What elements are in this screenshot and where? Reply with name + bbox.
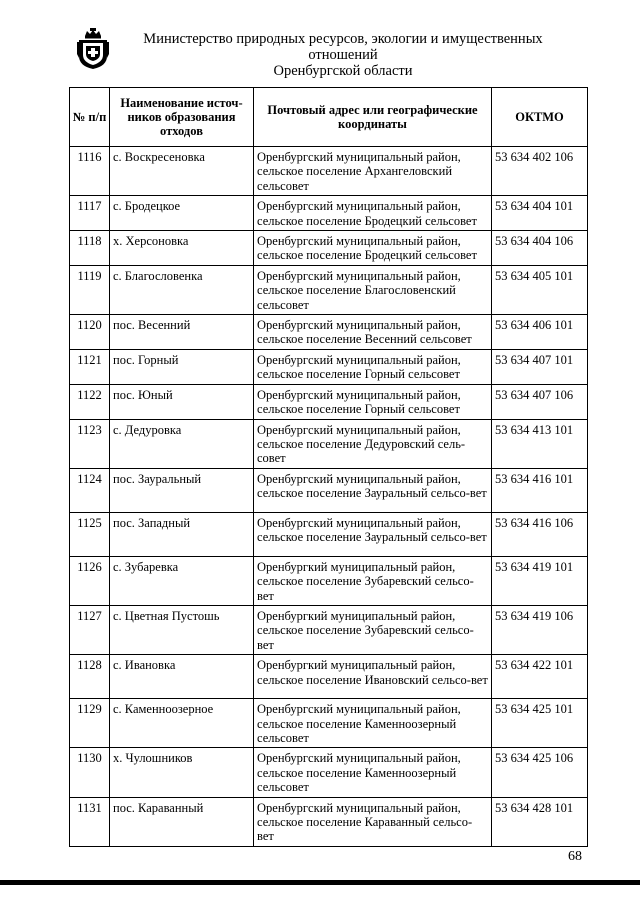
- postal-address: Оренбургкий муниципальный район, сельское поселение Зубаревский сельсо-вет: [254, 556, 492, 605]
- row-number: 1123: [70, 419, 110, 468]
- row-number: 1119: [70, 265, 110, 314]
- row-number: 1127: [70, 605, 110, 654]
- row-number: 1121: [70, 349, 110, 384]
- source-name: с. Дедуровка: [110, 419, 254, 468]
- postal-address: Оренбургский муниципальный район, сельское поселение Бродецкий сельсовет: [254, 231, 492, 266]
- table-row: [70, 655, 588, 699]
- table-row: [70, 797, 588, 846]
- row-number: 1128: [70, 655, 110, 699]
- table-row: [70, 556, 588, 605]
- oktmo-code: 53 634 406 101: [492, 315, 588, 350]
- table-row: [70, 512, 588, 556]
- column-header-address: Почтовый адрес или географические координаты: [254, 88, 492, 147]
- postal-address: Оренбургский муниципальный район, сельское поселение Благословенский сельсовет: [254, 265, 492, 314]
- source-name: пос. Горный: [110, 349, 254, 384]
- table-row: [70, 147, 588, 196]
- table-row: [70, 265, 588, 314]
- oktmo-code: 53 634 404 101: [492, 196, 588, 231]
- source-name: с. Каменноозерное: [110, 699, 254, 748]
- postal-address: Оренбургский муниципальный район, сельское поселение Зауральный сельсо-вет: [254, 512, 492, 556]
- oktmo-code: 53 634 428 101: [492, 797, 588, 846]
- table-row: [70, 419, 588, 468]
- source-name: х. Чулошников: [110, 748, 254, 797]
- oktmo-code: 53 634 419 106: [492, 605, 588, 654]
- oktmo-code: 53 634 419 101: [492, 556, 588, 605]
- source-name: с. Ивановка: [110, 655, 254, 699]
- bottom-rule: [0, 880, 640, 885]
- postal-address: Оренбургкий муниципальный район, сельское поселение Ивановский сельсо-вет: [254, 655, 492, 699]
- postal-address: Оренбургский муниципальный район, сельское поселение Караванный сельсо-вет: [254, 797, 492, 846]
- table-row: [70, 196, 588, 231]
- source-name: х. Херсоновка: [110, 231, 254, 266]
- column-header-number: № п/п: [70, 88, 110, 147]
- table-row: [70, 605, 588, 654]
- table-row: [70, 699, 588, 748]
- oktmo-code: 53 634 402 106: [492, 147, 588, 196]
- postal-address: Оренбургский муниципальный район, сельское поселение Горный сельсовет: [254, 349, 492, 384]
- postal-address: Оренбургский муниципальный район, сельское поселение Архангеловский сельсовет: [254, 147, 492, 196]
- oktmo-code: 53 634 416 101: [492, 468, 588, 512]
- source-name: с. Бродецкое: [110, 196, 254, 231]
- coat-of-arms-icon: [77, 28, 109, 70]
- oktmo-code: 53 634 422 101: [492, 655, 588, 699]
- column-header-oktmo: ОКТМО: [492, 88, 588, 147]
- row-number: 1120: [70, 315, 110, 350]
- table-row: [70, 315, 588, 350]
- table-row: [70, 231, 588, 266]
- postal-address: Оренбургский муниципальный район, сельское поселение Горный сельсовет: [254, 384, 492, 419]
- row-number: 1125: [70, 512, 110, 556]
- postal-address: Оренбургский муниципальный район, сельское поселение Каменноозерный сельсовет: [254, 699, 492, 748]
- source-name: пос. Зауральный: [110, 468, 254, 512]
- oktmo-code: 53 634 405 101: [492, 265, 588, 314]
- row-number: 1118: [70, 231, 110, 266]
- row-number: 1130: [70, 748, 110, 797]
- source-name: пос. Караванный: [110, 797, 254, 846]
- oktmo-code: 53 634 416 106: [492, 512, 588, 556]
- postal-address: Оренбургский муниципальный район, сельское поселение Весенний сельсовет: [254, 315, 492, 350]
- source-name: с. Благословенка: [110, 265, 254, 314]
- postal-address: Оренбургский муниципальный район, сельское поселение Зауральный сельсо-вет: [254, 468, 492, 512]
- source-name: с. Цветная Пустошь: [110, 605, 254, 654]
- source-name: с. Зубаревка: [110, 556, 254, 605]
- table-row: [70, 384, 588, 419]
- row-number: 1122: [70, 384, 110, 419]
- table-row: [70, 748, 588, 797]
- postal-address: Оренбургский муниципальный район, сельское поселение Каменноозерный сельсовет: [254, 748, 492, 797]
- row-number: 1131: [70, 797, 110, 846]
- oktmo-code: 53 634 425 106: [492, 748, 588, 797]
- table-header-row: [70, 88, 588, 147]
- ministry-name: Министерство природных ресурсов, экологии и имущественных отношений: [143, 31, 543, 63]
- row-number: 1116: [70, 147, 110, 196]
- region-name: Оренбургской области: [273, 63, 413, 79]
- column-header-name: Наименование источ-ников образования отходов: [110, 88, 254, 147]
- source-name: пос. Весенний: [110, 315, 254, 350]
- oktmo-code: 53 634 404 106: [492, 231, 588, 266]
- oktmo-code: 53 634 407 101: [492, 349, 588, 384]
- source-name: с. Воскресеновка: [110, 147, 254, 196]
- oktmo-code: 53 634 413 101: [492, 419, 588, 468]
- postal-address: Оренбургкий муниципальный район, сельское поселение Зубаревский сельсо-вет: [254, 605, 492, 654]
- row-number: 1124: [70, 468, 110, 512]
- row-number: 1126: [70, 556, 110, 605]
- table-row: [70, 349, 588, 384]
- oktmo-code: 53 634 425 101: [492, 699, 588, 748]
- row-number: 1117: [70, 196, 110, 231]
- ministry-header: [118, 31, 568, 79]
- page-number: 68: [568, 849, 582, 864]
- postal-address: Оренбургский муниципальный район, сельское поселение Бродецкий сельсовет: [254, 196, 492, 231]
- row-number: 1129: [70, 699, 110, 748]
- oktmo-code: 53 634 407 106: [492, 384, 588, 419]
- table-row: [70, 468, 588, 512]
- waste-sources-table: [69, 87, 588, 847]
- source-name: пос. Западный: [110, 512, 254, 556]
- source-name: пос. Юный: [110, 384, 254, 419]
- postal-address: Оренбургский муниципальный район, сельское поселение Дедуровский сель-совет: [254, 419, 492, 468]
